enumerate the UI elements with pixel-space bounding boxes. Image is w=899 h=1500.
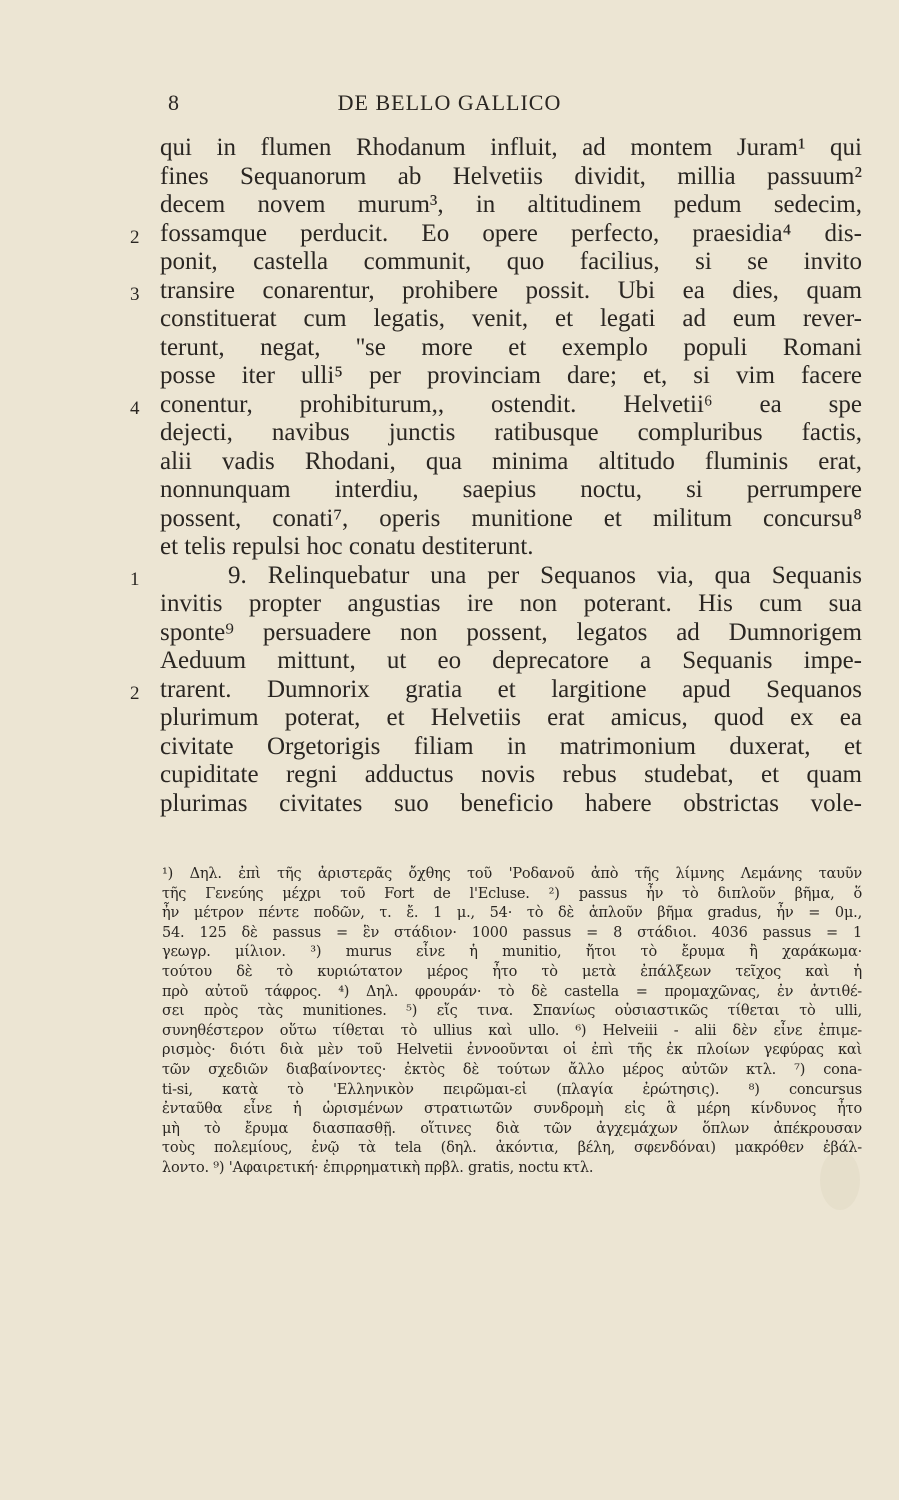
text-line-content: ponit, castella communit, quo facilius, si se invito — [160, 248, 862, 275]
footnote-line: ρισμὸς· διότι διὰ μὲν τοῦ Helvetii ἐννοοῦνται οἱ ἐπὶ τῆς ἐκ πλοίων γεφύρας καὶ — [162, 1042, 862, 1059]
text-line — [160, 448, 862, 477]
text-line-content: alii vadis Rhodani, qua minima altitudo fluminis erat, — [160, 447, 862, 475]
footnote-line: ἦν μέτρον πέντε ποδῶν, τ. ἔ. 1 μ., 54· τὸ δὲ ἁπλοῦν βῆμα gradus, ἦν = 0μ., — [162, 905, 862, 922]
text-line — [160, 191, 862, 220]
footnote-line: γεωγρ. μίλιον. ³) murus εἶνε ἡ munitio, ἤτοι τὸ ἔρυμα ἢ χαράκωμα· — [162, 944, 862, 961]
text-line-content: fossamque perducit. Eo opere perfecto, praesidia⁴ dis- — [160, 219, 862, 247]
text-line — [160, 647, 862, 676]
footnote-line: τούτου δὲ τὸ κυριώτατον μέρος ἦτο τὸ μετὰ ἐπάλξεων τεῖχος καὶ ἡ — [162, 963, 862, 980]
text-line-content: trarent. Dumnorix gratia et largitione apud Sequanos — [160, 675, 862, 703]
footnote-line: πρὸ αὐτοῦ τάφρος. ⁴) Δηλ. φρουράν· τὸ δὲ castella = προμαχῶνας, ἐν ἀντιθέ- — [162, 983, 862, 1000]
main-text — [130, 134, 862, 818]
running-title: DE BELLO GALLICO — [337, 90, 562, 115]
text-line — [160, 761, 862, 790]
text-line-content: plurimas civitates suo beneficio habere obstrictas vole- — [160, 789, 862, 817]
text-line-content: dejecti, navibus junctis ratibusque compluribus factis, — [160, 419, 862, 446]
footnote-line: ti-si, κατὰ τὸ 'Ελληνικὸν πειρῶμαι-εἰ (πλαγία ἐρώτησις). ⁸) concursus — [162, 1081, 862, 1098]
text-line — [160, 533, 862, 562]
page-number: 8 — [168, 90, 180, 115]
text-line — [160, 305, 862, 334]
section-margin-number: 4 — [130, 397, 140, 419]
text-line — [160, 334, 862, 363]
text-line — [130, 675, 862, 705]
text-line-content: constituerat cum legatis, venit, et legati ad eum rever- — [160, 305, 862, 332]
section-margin-number: 2 — [130, 682, 140, 704]
footnote-line: 54. 125 δὲ passus = ἓν στάδιον· 1000 passus = 8 στάδιοι. 4036 passus = 1 — [162, 924, 862, 941]
text-line — [160, 505, 862, 534]
text-line — [160, 248, 862, 277]
text-line — [160, 419, 862, 448]
text-line-content: posse iter ulli⁵ per provinciam dare; et, si vim facere — [160, 362, 862, 389]
paper-stain — [820, 1150, 860, 1210]
text-line — [160, 790, 862, 819]
text-line-content: conentur, prohibiturum,, ostendit. Helvetii⁶ ea spe — [160, 390, 862, 418]
text-line — [160, 362, 862, 391]
footnote-line: ἐνταῦθα εἶνε ἡ ὡρισμένων στρατιωτῶν συνδρομὴ εἰς ἃ μέρη κίνδυνος ἦτο — [162, 1101, 862, 1118]
text-line-content: transire conarentur, prohibere possit. Ubi ea dies, quam — [160, 276, 862, 304]
text-line-content: 9. Relinquebatur una per Sequanos via, qua Sequanis — [228, 561, 862, 589]
text-line-content: sponte⁹ persuadere non possent, legatos ad Dumnorigem — [160, 618, 862, 646]
text-line — [160, 163, 862, 192]
text-line-content: terunt, negat, ''se more et exemplo populi Romani — [160, 333, 862, 361]
footnote-line: λοντο. ⁹) 'Αφαιρετική· ἐπιρρηματικὴ πρβλ. gratis, noctu κτλ. — [162, 1159, 594, 1176]
text-line — [160, 590, 862, 619]
footnote-line: τοὺς πολεμίους, ἐνῷ τὰ tela (δηλ. ἀκόντια, βέλη, σφενδόναι) μακρόθεν ἐβάλ- — [162, 1140, 862, 1157]
text-line-content: et telis repulsi hoc conatu destiterunt. — [160, 533, 534, 560]
text-line — [160, 476, 862, 505]
text-line-content: decem novem murum³, in altitudinem pedum sedecim, — [160, 191, 862, 218]
footnote-line: σει πρὸς τὰς munitiones. ⁵) εἴς τινα. Σπανίως οὐσιαστικῶς τίθεται τὸ ulli, — [162, 1003, 862, 1020]
text-line — [160, 134, 862, 163]
text-line — [130, 276, 862, 306]
footnotes — [162, 865, 862, 1179]
text-line — [130, 219, 862, 249]
text-line-content: plurimum poterat, et Helvetiis erat amicus, quod ex ea — [160, 704, 862, 731]
footnote-line: ¹) Δηλ. ἐπὶ τῆς ἀριστερᾶς ὄχθης τοῦ 'Ροδανοῦ ἀπὸ τῆς λίμνης Λεμάνης ταυῦν — [162, 866, 862, 882]
section-margin-number: 3 — [130, 283, 140, 305]
text-line-content: invitis propter angustias ire non poterant. His cum sua — [160, 590, 862, 617]
section-margin-number: 1 — [130, 568, 140, 590]
footnote-line: τῆς Γενεύης μέχρι τοῦ Fort de l'Ecluse. ²) passus ἦν τὸ διπλοῦν βῆμα, ὅ — [162, 885, 862, 902]
footnote-line: συνηθέστερον οὕτω τίθεται τὸ ullius καὶ ullo. ⁶) Helveiii - alii δὲν εἶνε ἐπιμε- — [162, 1022, 862, 1039]
footnote-line: μὴ τὸ ἔρυμα διασπασθῇ. οἵτινες διὰ τῶν ἀγχεμάχων ὅπλων ἀπέκρουσαν — [162, 1120, 862, 1137]
text-line-content: civitate Orgetorigis filiam in matrimonium duxerat, et — [160, 732, 862, 760]
text-line-content: Aeduum mittunt, ut eo deprecatore a Sequanis impe- — [160, 647, 862, 674]
text-line — [130, 561, 862, 591]
text-line-content: qui in flumen Rhodanum influit, ad montem Juram¹ qui — [160, 134, 862, 161]
text-line-content: nonnunquam interdiu, saepius noctu, si perrumpere — [160, 476, 862, 503]
footnote-line: τῶν σχεδιῶν διαβαίνοντες· ἐκτὸς δὲ τούτων ἄλλο μέρος αὐτῶν κτλ. ⁷) cona- — [162, 1061, 862, 1078]
text-line-content: cupiditate regni adductus novis rebus studebat, et quam — [160, 761, 862, 788]
running-head — [0, 90, 899, 120]
text-line — [160, 704, 862, 733]
text-line-content: possent, conati⁷, operis munitione et militum concursu⁸ — [160, 504, 862, 532]
text-line — [160, 619, 862, 648]
text-line — [130, 390, 862, 420]
text-line — [160, 733, 862, 762]
text-line-content: fines Sequanorum ab Helvetiis dividit, millia passuum² — [160, 162, 862, 190]
section-margin-number: 2 — [130, 226, 140, 248]
